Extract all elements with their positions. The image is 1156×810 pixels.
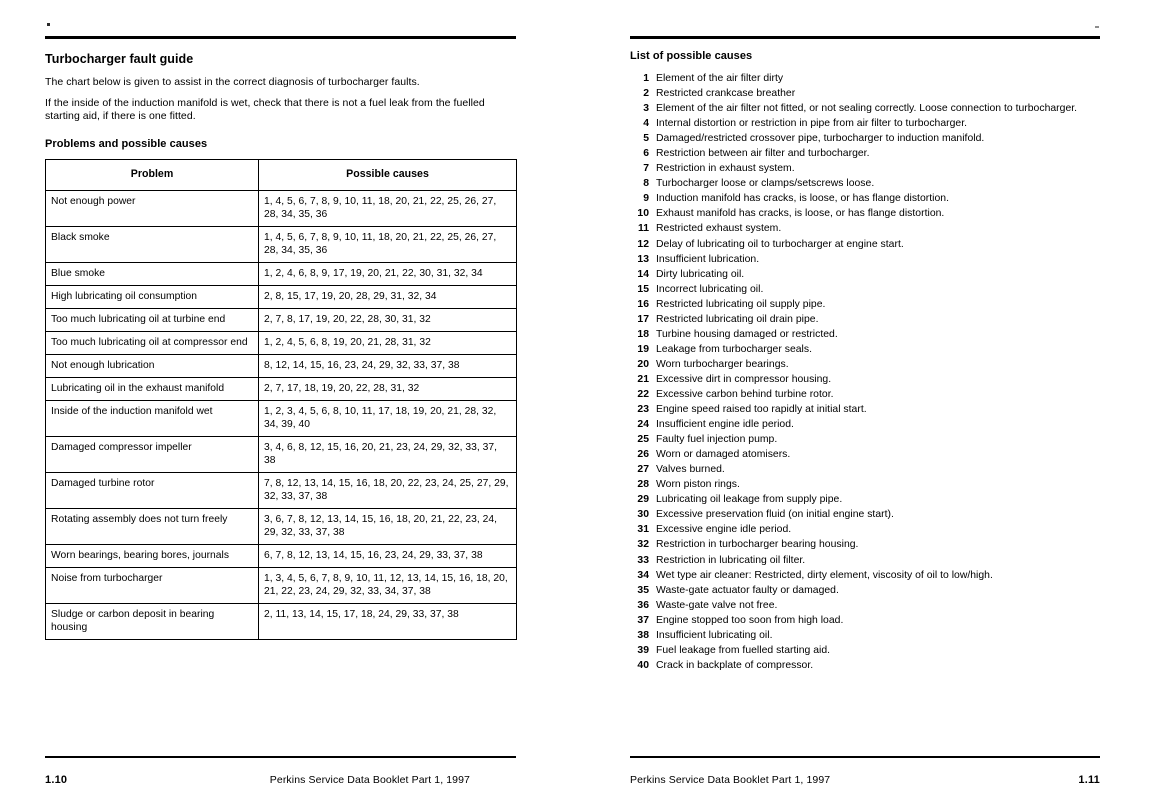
table-row	[46, 354, 517, 377]
cause-number: 7	[643, 163, 649, 175]
cause-text: Internal distortion or restriction in pipe from air filter to turbocharger.	[656, 118, 968, 130]
problems-subheading: Problems and possible causes	[45, 137, 208, 150]
header-rule	[45, 36, 516, 39]
list-item	[630, 372, 1100, 387]
list-item	[630, 447, 1100, 462]
booklet-reference: Perkins Service Data Booklet Part 1, 1997	[630, 774, 831, 786]
cause-number: 24	[637, 419, 649, 431]
cause-text: Restriction in lubricating oil filter.	[656, 554, 806, 566]
cell-possible-causes: 6, 7, 8, 12, 13, 14, 15, 16, 23, 24, 29, 33, 37, 38	[259, 544, 517, 567]
cell-possible-causes: 1, 4, 5, 6, 7, 8, 9, 10, 11, 18, 20, 21, 22, 25, 26, 27, 28, 34, 35, 36	[259, 226, 517, 262]
table-header-row	[46, 159, 517, 190]
list-item	[630, 131, 1100, 146]
cause-text: Waste-gate actuator faulty or damaged.	[656, 584, 839, 596]
cause-number: 22	[637, 388, 649, 400]
table-row	[46, 508, 517, 544]
cell-problem: Damaged compressor impeller	[46, 436, 259, 472]
table-row	[46, 331, 517, 354]
cause-number: 11	[637, 223, 649, 235]
cell-problem: Black smoke	[46, 226, 259, 262]
table-row	[46, 567, 517, 603]
cause-text: Damaged/restricted crossover pipe, turbocharger to induction manifold.	[656, 133, 985, 145]
list-item	[630, 191, 1100, 206]
cause-number: 16	[637, 298, 649, 310]
cell-problem: Too much lubricating oil at turbine end	[46, 308, 259, 331]
page-footer	[45, 774, 516, 786]
cause-number: 32	[637, 539, 649, 551]
cell-problem: Worn bearings, bearing bores, journals	[46, 544, 259, 567]
cause-text: Restriction in exhaust system.	[656, 163, 795, 175]
list-item	[630, 71, 1100, 86]
cause-number: 5	[643, 133, 649, 145]
cause-number: 27	[637, 464, 649, 476]
list-item	[630, 613, 1100, 628]
cause-number: 39	[637, 644, 649, 656]
cell-problem: Not enough power	[46, 190, 259, 226]
cause-text: Turbocharger loose or clamps/setscrews loose.	[656, 178, 875, 190]
cause-text: Wet type air cleaner: Restricted, dirty element, viscosity of oil to low/high.	[656, 569, 993, 581]
list-item	[630, 297, 1100, 312]
list-item	[630, 267, 1100, 282]
list-item	[630, 101, 1100, 116]
list-item	[630, 206, 1100, 221]
cause-number: 33	[637, 554, 649, 566]
cause-number: 14	[637, 268, 649, 280]
list-item	[630, 598, 1100, 613]
cell-problem: Inside of the induction manifold wet	[46, 400, 259, 436]
cause-number: 19	[637, 343, 649, 355]
table-body	[46, 190, 517, 639]
cell-possible-causes: 2, 11, 13, 14, 15, 17, 18, 24, 29, 33, 37, 38	[259, 603, 517, 639]
list-item	[630, 568, 1100, 583]
cause-text: Engine speed raised too rapidly at initial start.	[656, 404, 867, 416]
right-page-content	[630, 50, 1100, 673]
list-item	[630, 507, 1100, 522]
cause-number: 25	[637, 434, 649, 446]
cause-text: Excessive carbon behind turbine rotor.	[656, 388, 834, 400]
cause-text: Valves burned.	[656, 464, 725, 476]
cause-text: Engine stopped too soon from high load.	[656, 614, 844, 626]
page-footer	[630, 774, 1100, 786]
right-page	[578, 0, 1156, 810]
cause-number: 31	[637, 524, 649, 536]
cause-text: Worn piston rings.	[656, 479, 740, 491]
cell-problem: High lubricating oil consumption	[46, 285, 259, 308]
cell-problem: Sludge or carbon deposit in bearing housing	[46, 603, 259, 639]
cell-possible-causes: 1, 2, 3, 4, 5, 6, 8, 10, 11, 17, 18, 19, 20, 21, 28, 32, 34, 39, 40	[259, 400, 517, 436]
cause-number: 12	[637, 238, 649, 250]
cell-problem: Rotating assembly does not turn freely	[46, 508, 259, 544]
header-rule	[630, 36, 1100, 39]
cause-number: 18	[637, 328, 649, 340]
list-item	[630, 342, 1100, 357]
cause-text: Restricted lubricating oil supply pipe.	[656, 298, 826, 310]
cause-text: Element of the air filter not fitted, or not sealing correctly. Loose connection to turbocharger.	[656, 103, 1078, 115]
table-row	[46, 285, 517, 308]
cause-text: Incorrect lubricating oil.	[656, 283, 764, 295]
table-row	[46, 603, 517, 639]
cell-possible-causes: 2, 8, 15, 17, 19, 20, 28, 29, 31, 32, 34	[259, 285, 517, 308]
cause-text: Restricted lubricating oil drain pipe.	[656, 313, 819, 325]
list-item	[630, 417, 1100, 432]
footer-rule	[630, 756, 1100, 758]
list-item	[630, 312, 1100, 327]
registration-dot-icon	[47, 23, 50, 26]
cause-text: Dirty lubricating oil.	[656, 268, 745, 280]
cause-text: Lubricating oil leakage from supply pipe.	[656, 494, 843, 506]
cause-text: Restriction in turbocharger bearing housing.	[656, 539, 859, 551]
table-row	[46, 190, 517, 226]
cause-number: 40	[637, 659, 649, 671]
cell-problem: Damaged turbine rotor	[46, 472, 259, 508]
cause-number: 35	[637, 584, 649, 596]
cause-number: 17	[637, 313, 649, 325]
table-row	[46, 436, 517, 472]
cell-possible-causes: 2, 7, 8, 17, 19, 20, 22, 28, 30, 31, 32	[259, 308, 517, 331]
list-item	[630, 553, 1100, 568]
list-title: List of possible causes	[630, 50, 753, 62]
list-item	[630, 492, 1100, 507]
cell-possible-causes: 1, 3, 4, 5, 6, 7, 8, 9, 10, 11, 12, 13, 14, 15, 16, 18, 20, 21, 22, 23, 24, 29, 32, 33, 34, 37, 38	[259, 567, 517, 603]
list-item	[630, 327, 1100, 342]
cell-possible-causes: 1, 2, 4, 5, 6, 8, 19, 20, 21, 28, 31, 32	[259, 331, 517, 354]
list-item	[630, 86, 1100, 101]
cause-number: 34	[637, 569, 649, 581]
cause-text: Delay of lubricating oil to turbocharger at engine start.	[656, 238, 904, 250]
cause-number: 38	[637, 629, 649, 641]
page-number: 1.10	[45, 774, 68, 786]
cell-problem: Not enough lubrication	[46, 354, 259, 377]
table-row	[46, 400, 517, 436]
booklet-reference: Perkins Service Data Booklet Part 1, 1997	[269, 774, 470, 786]
cause-number: 15	[637, 283, 649, 295]
cell-possible-causes: 8, 12, 14, 15, 16, 23, 24, 29, 32, 33, 37, 38	[259, 354, 517, 377]
cause-text: Induction manifold has cracks, is loose, or has flange distortion.	[656, 193, 949, 205]
list-item	[630, 116, 1100, 131]
list-item	[630, 462, 1100, 477]
cause-text: Turbine housing damaged or restricted.	[656, 328, 838, 340]
table-row	[46, 472, 517, 508]
list-item	[630, 252, 1100, 267]
column-header-problem: Problem	[46, 159, 259, 190]
cause-text: Crack in backplate of compressor.	[656, 659, 814, 671]
cause-number: 29	[637, 494, 649, 506]
column-header-possible-causes: Possible causes	[259, 159, 517, 190]
cause-number: 30	[637, 509, 649, 521]
cause-number: 3	[643, 103, 649, 115]
table-row	[46, 308, 517, 331]
cause-text: Worn turbocharger bearings.	[656, 358, 789, 370]
cause-text: Insufficient lubricating oil.	[656, 629, 773, 641]
list-item	[630, 146, 1100, 161]
cell-possible-causes: 3, 4, 6, 8, 12, 15, 16, 20, 21, 23, 24, 29, 32, 33, 37, 38	[259, 436, 517, 472]
cell-problem: Blue smoke	[46, 262, 259, 285]
cause-number: 23	[637, 404, 649, 416]
cause-text: Restricted exhaust system.	[656, 223, 782, 235]
page-title: Turbocharger fault guide	[45, 52, 194, 66]
table-row	[46, 377, 517, 400]
cause-number: 4	[643, 118, 649, 130]
list-item	[630, 237, 1100, 252]
cause-number: 8	[643, 178, 649, 190]
list-item	[630, 161, 1100, 176]
cell-problem: Too much lubricating oil at compressor end	[46, 331, 259, 354]
list-item	[630, 628, 1100, 643]
cell-possible-causes: 7, 8, 12, 13, 14, 15, 16, 18, 20, 22, 23, 24, 25, 27, 29, 32, 33, 37, 38	[259, 472, 517, 508]
list-item	[630, 537, 1100, 552]
table-row	[46, 544, 517, 567]
cause-text: Waste-gate valve not free.	[656, 599, 778, 611]
cell-possible-causes: 1, 2, 4, 6, 8, 9, 17, 19, 20, 21, 22, 30, 31, 32, 34	[259, 262, 517, 285]
problems-and-causes-table	[45, 159, 517, 640]
cell-problem: Lubricating oil in the exhaust manifold	[46, 377, 259, 400]
cause-text: Restriction between air filter and turbocharger.	[656, 148, 870, 160]
cell-problem: Noise from turbocharger	[46, 567, 259, 603]
cause-number: 6	[643, 148, 649, 160]
cell-possible-causes: 2, 7, 17, 18, 19, 20, 22, 28, 31, 32	[259, 377, 517, 400]
left-page-content	[45, 52, 516, 640]
cause-number: 1	[643, 73, 649, 84]
cause-text: Worn or damaged atomisers.	[656, 449, 791, 461]
list-item	[630, 282, 1100, 297]
cause-text: Insufficient lubrication.	[656, 253, 760, 265]
list-item	[630, 583, 1100, 598]
cause-number: 20	[637, 358, 649, 370]
cause-text: Excessive preservation fluid (on initial engine start).	[656, 509, 894, 521]
list-item	[630, 658, 1100, 673]
cause-text: Element of the air filter dirty	[656, 73, 784, 84]
list-item	[630, 477, 1100, 492]
cause-text: Faulty fuel injection pump.	[656, 434, 778, 446]
cause-number: 21	[637, 373, 649, 385]
cause-text: Exhaust manifold has cracks, is loose, or has flange distortion.	[656, 208, 945, 220]
list-item	[630, 432, 1100, 447]
cause-number: 13	[637, 253, 649, 265]
list-item	[630, 643, 1100, 658]
cell-possible-causes: 3, 6, 7, 8, 12, 13, 14, 15, 16, 18, 20, 21, 22, 23, 24, 29, 32, 33, 37, 38	[259, 508, 517, 544]
list-item	[630, 402, 1100, 417]
registration-tick-icon	[1095, 26, 1099, 28]
table-header	[46, 159, 517, 190]
cause-text: Restricted crankcase breather	[656, 88, 796, 100]
cause-text: Leakage from turbocharger seals.	[656, 343, 813, 355]
cause-number: 2	[643, 88, 649, 100]
table-row	[46, 226, 517, 262]
page-number: 1.11	[1078, 774, 1100, 786]
cause-number: 37	[637, 614, 649, 626]
cause-number: 28	[637, 479, 649, 491]
cause-number: 26	[637, 449, 649, 461]
cause-number: 9	[643, 193, 649, 205]
list-item	[630, 522, 1100, 537]
cause-text: Excessive engine idle period.	[656, 524, 792, 536]
cause-text: Excessive dirt in compressor housing.	[656, 373, 832, 385]
cause-text: Fuel leakage from fuelled starting aid.	[656, 644, 831, 656]
footer-rule	[45, 756, 516, 758]
table-row	[46, 262, 517, 285]
cause-number: 10	[637, 208, 649, 220]
intro-paragraph-2: If the inside of the induction manifold is wet, check that there is not a fuel leak from the fuelled starting aid, if there is one fitted.	[45, 96, 485, 122]
list-item	[630, 387, 1100, 402]
intro-paragraph-1: The chart below is given to assist in the correct diagnosis of turbocharger faults.	[45, 76, 420, 88]
cause-text: Insufficient engine idle period.	[656, 419, 794, 431]
cell-possible-causes: 1, 4, 5, 6, 7, 8, 9, 10, 11, 18, 20, 21, 22, 25, 26, 27, 28, 34, 35, 36	[259, 190, 517, 226]
possible-causes-list	[630, 71, 1100, 673]
list-item	[630, 221, 1100, 236]
list-item	[630, 176, 1100, 191]
list-item	[630, 357, 1100, 372]
cause-number: 36	[637, 599, 649, 611]
